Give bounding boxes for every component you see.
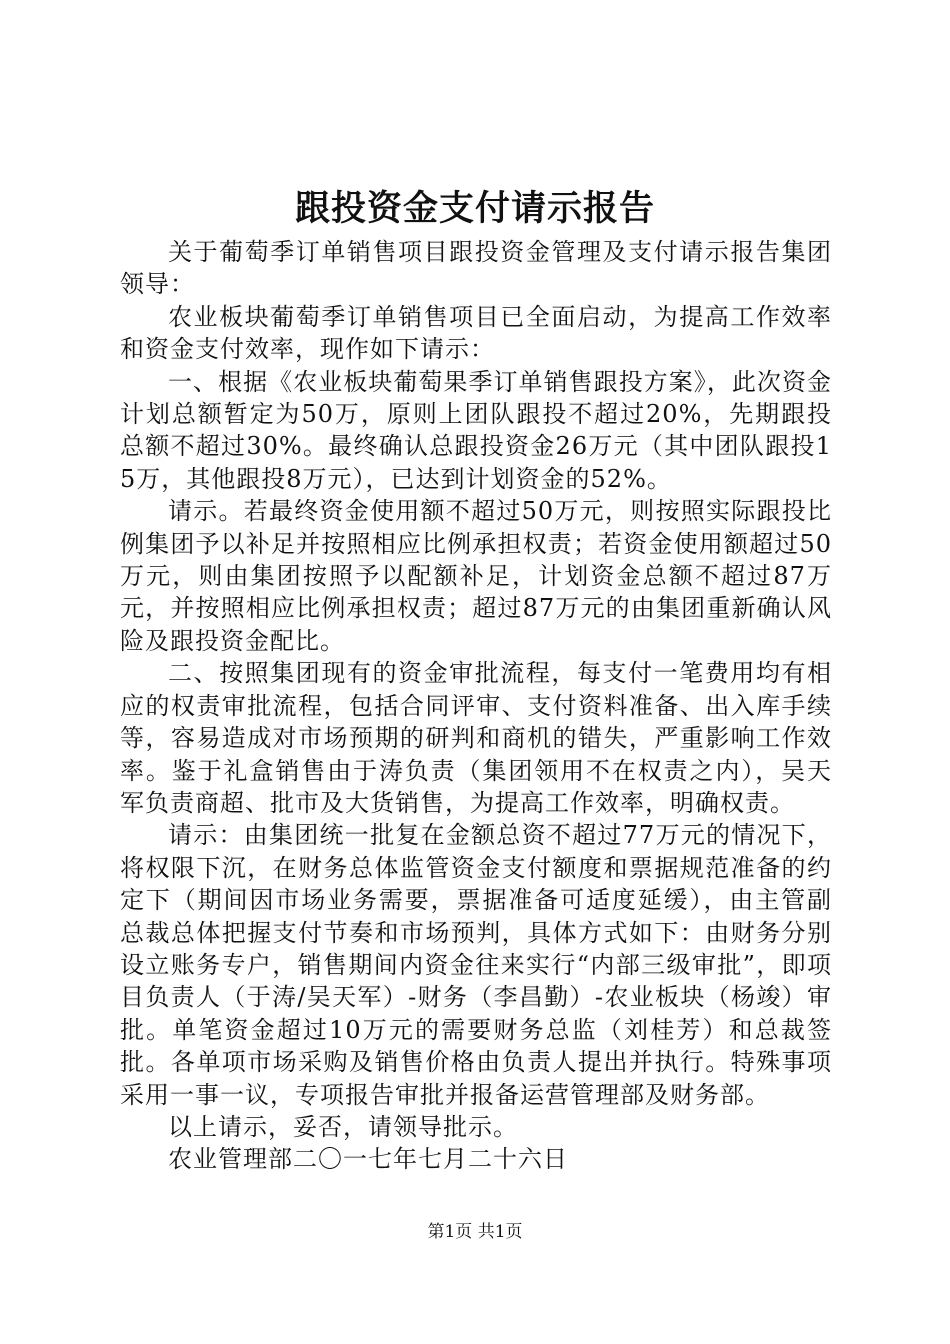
paragraph-salutation: 关于葡萄季订单销售项目跟投资金管理及支付请示报告集团领导：	[120, 238, 832, 299]
paragraph-request-two: 请示：由集团统一批复在金额总资不超过77万元的情况下，将权限下沉，在财务总体监管资金支付额度和票据规范准备的约定下（期间因市场业务需要，票据准备可适度延缓），由主管副总裁总体把握支付节奏和市场预判，具体方式如下：由财务分别设立账务专户，销售期间内资金往来实行“内部三级审批”，即项目负责人（于涛/吴天军）-财务（李昌勤）-农业板块（杨竣）审批。单笔资金超过10万元的需要财务总监（刘桂芳）和总裁签批。各单项市场采购及销售价格由负责人提出并执行。特殊事项采用一事一议，专项报告审批并报备运营管理部及财务部。	[120, 821, 832, 1109]
paragraph-signature-date: 农业管理部二〇一七年七月二十六日	[168, 1145, 568, 1174]
document-body	[120, 236, 832, 1176]
document-title: 跟投资金支付请示报告	[294, 188, 655, 229]
paragraph-closing: 以上请示，妥否，请领导批示。	[168, 1112, 518, 1141]
page-number-footer: 第1页 共1页	[427, 1222, 523, 1242]
paragraph-intro: 农业板块葡萄季订单销售项目已全面启动，为提高工作效率和资金支付效率，现作如下请示：	[120, 302, 832, 364]
paragraph-request-one: 请示。若最终资金使用额不超过50万元，则按照实际跟投比例集团予以补足并按照相应比例承担权责；若资金使用额超过50万元，则由集团按照予以配额补足，计划资金总额不超过87万元，并按照相应比例承担权责；超过87万元的由集团重新确认风险及跟投资金配比。	[120, 497, 832, 655]
paragraph-item-one: 一、根据《农业板块葡萄果季订单销售跟投方案》，此次资金计划总额暂定为50万，原则上团队跟投不超过20%，先期跟投总额不超过30%。最终确认总跟投资金26万元（其中团队跟投15万，其他跟投8万元），已达到计划资金的52%。	[120, 367, 832, 493]
paragraph-item-two: 二、按照集团现有的资金审批流程，每支付一笔费用均有相应的权责审批流程，包括合同评审、支付资料准备、出入库手续等，容易造成对市场预期的研判和商机的错失，严重影响工作效率。鉴于礼盒销售由于涛负责（集团领用不在权责之内），吴天军负责商超、批市及大货销售，为提高工作效率，明确权责。	[120, 659, 832, 817]
